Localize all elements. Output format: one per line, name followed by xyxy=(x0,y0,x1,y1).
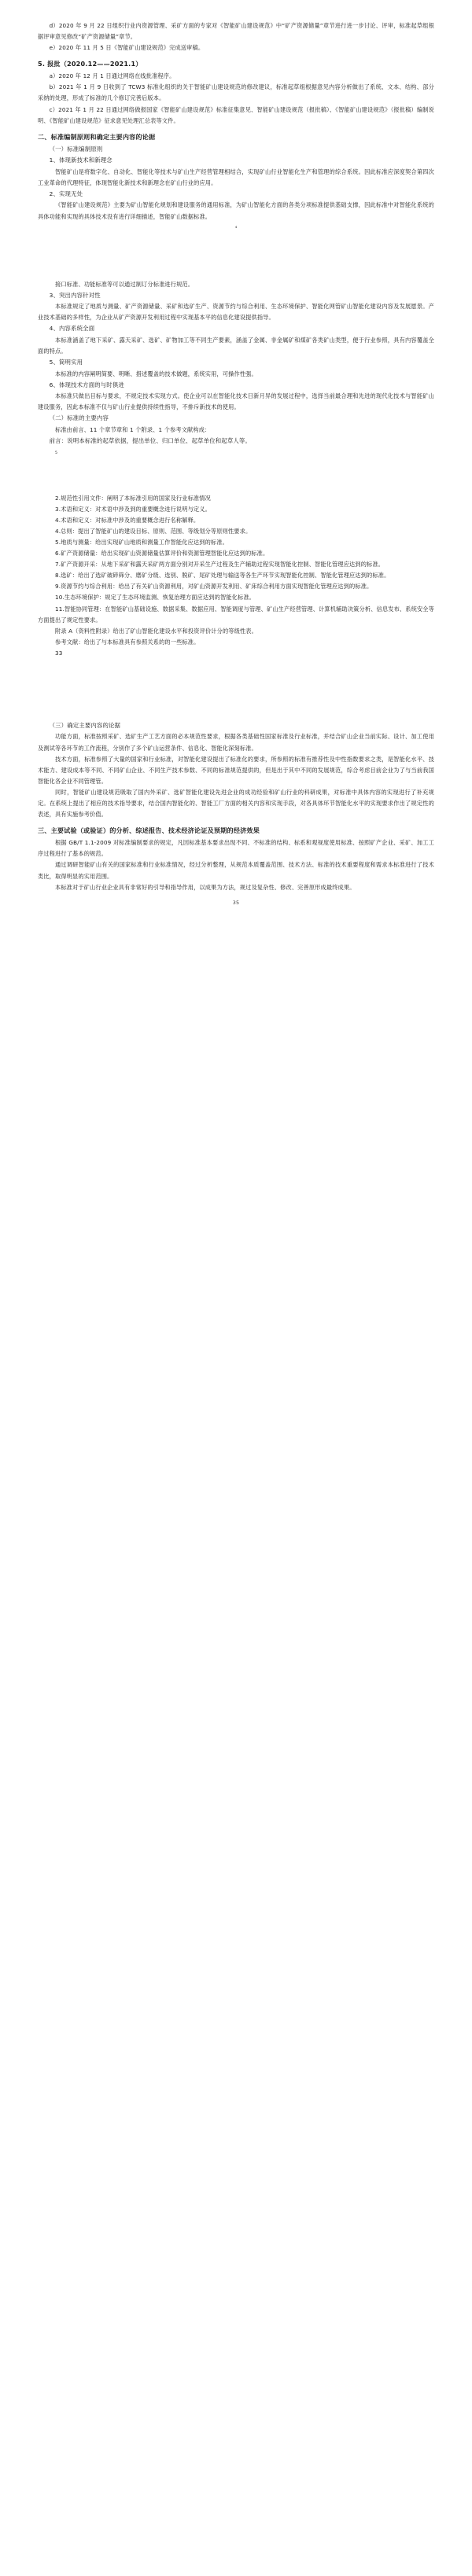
paragraph: 附录 A（资料性附录）给出了矿山智能化建设水平和投资评价计分的等级性表。 xyxy=(55,627,257,635)
paragraph: b）2021 年 1 月 9 日收到了 TCW3 标准化组织的关于智能矿山建设规范的修改建议，标准起草组根据意见内容分析做出了系统、文本、结构、部分采纳的处理，形成了标准的几个修订完善后版本。 xyxy=(38,83,434,102)
paragraph: a）2020 年 12 月 1 日通过网络在线批准程序。 xyxy=(49,72,175,80)
subsection-heading: 5、简明实用 xyxy=(49,359,83,366)
subsection-heading: 2、实现无处 xyxy=(49,190,83,197)
paragraph: 9.资源节约与综合利用：给出了有关矿山资源利用，对矿山资源开发利用、矿床综合利用方面实现智能化管理应达到的标准。 xyxy=(55,583,373,591)
section-heading: 5. 报批（2020.12——2021.1） xyxy=(38,60,142,68)
paragraph: 3.术语和定义：对术语中涉及到的重要概念进行说明与定义。 xyxy=(55,505,211,513)
paragraph: d）2020 年 9 月 22 日组织行业内资源管理、采矿方面的专家对《智能矿山建设规范》中“矿产资源储量”章节进行进一步讨论、评审，标准起草组根据评审意见修改“矿产资源储量”章节。 xyxy=(38,22,434,41)
document-page-34 xyxy=(0,679,472,920)
subsection-heading: 3、突出内容针对性 xyxy=(49,291,101,299)
page-gap xyxy=(38,230,434,279)
paragraph: ₅ xyxy=(55,448,58,456)
paragraph: 《智能矿山建设规范》主要为矿山智能化规划和建设服务的通用标准，为矿山智能化方面的各类分项标准提供基础支撑，因此标准中对智能化系统的具体功能和实现的具体技术没有进行详细描述，智能矿山数据标准。 xyxy=(38,201,434,220)
paragraph: 接口标准、功能标准等可以通过制订分标准进行规范。 xyxy=(55,280,194,288)
paragraph: 6.矿产资源储量：给出实现矿山资源储量估算评价和资源管理智能化应达到的标准。 xyxy=(55,550,269,558)
subsection-heading: 1、体现新技术和新理念 xyxy=(49,156,112,164)
page-gap xyxy=(38,458,434,493)
paragraph: 4.总则：提出了智能矿山的建设目标、原则、范围、等级划分等原则性要求。 xyxy=(55,527,252,535)
paragraph: 智能矿山是将数字化、自动化、智能化等技术与矿山生产经营管理相结合，实现矿山行业智能化生产和管理的综合系统。因此标准应深度契合第四次工业革命的代理特征，体现智能化新技术和新理念在矿山行业的应用。 xyxy=(38,167,434,186)
paragraph: 本标准涵盖了地下采矿、露天采矿、选矿、矿物加工等不同生产要素，涵盖了金属、非金属矿和煤矿各类矿山类型，便于行业参照，具有内容覆盖全面的特点。 xyxy=(38,336,434,355)
paragraph: 8.选矿：给出了选矿破碎筛分、磨矿分级、选别、脱矿、尾矿处理与输送等各生产环节实现智能化控制、智能化管理应达到的标准。 xyxy=(55,572,390,580)
paragraph: 本标准的内容阐明简要、明晰、措述覆盖的技术做题，系统实用，可操作性强。 xyxy=(55,370,257,377)
paragraph: 33 xyxy=(55,649,63,657)
paragraph: 4.术语和定义：对标准中涉及的重要概念进行名称解释。 xyxy=(55,516,200,524)
paragraph: 2.规范性引用文件：阐明了本标准引用的国家及行业标准情况 xyxy=(55,494,211,502)
paragraph: 通过调研智能矿山有关的国家标准和行业标准情况，经过分析整理，从规范本质覆盖范围、技术方法、标准的技术重要程度和需求本标准进行了技术类比，取得明显的实用范围。 xyxy=(38,861,434,880)
paragraph: 同时，智能矿山建设规范吸取了国内外采矿、选矿智能化建设先进企业的成功经验和矿山行业的科研成果，对标准中具体内容的实现进行了补充规定。在系统上提出了相应的技术指导要求，结合国内智能化的、智能工厂方面的相关内容和实现手段，对各具体环节智能化水平的实现要求作出了规定性的表述，具有实施参考价值。 xyxy=(38,788,434,819)
subsection-heading: （二）标准的主要内容 xyxy=(49,414,109,422)
paragraph: 本标准只做出目标与要求，不规定技术实现方式。使企业可以在智能化技术日新月异的发展过程中，选择当前最合理和先进的现代化技术与智能矿山建设服务，因此本标准不仅与矿山行业提供持续性指导，不排斥新技术的使用。 xyxy=(38,392,434,411)
paragraph: e）2020 年 11 月 5 日《智能矿山建设规范》完成送审稿。 xyxy=(49,44,205,52)
paragraph: 技术方面，标准参照了大量的国家和行业标准，对智能化建设提出了标准化的要求，所参照的标准有推荐性及中性指数要求之类，是智能化水平、技术能力、建设成本等不同、不同矿山企业、不同生产技术参数、不同的标准规范提供的，但是出于其中不同的发展规范，综合考虑目前企业为了与当前我国智能化各企业不同管理管。 xyxy=(38,755,434,785)
subsection-heading: 前言：说明本标准的起草依据，提出单位、归口单位、起草单位和起草人等。 xyxy=(49,436,251,444)
paragraph: 本标准规定了地质与测量、矿产资源储量、采矿和选矿生产、资源节约与综合利用、生态环境保护、智能化网管矿山智能化建设内容及发展愿景。产业技术基础的多样性，为企业从矿产资源开发利用过程中实现基本平的信息化建设提供指导。 xyxy=(38,303,434,322)
page-marker: ₄ xyxy=(234,223,238,230)
subsection-heading: 4、内容系统全面 xyxy=(49,325,95,333)
section-heading: 三、主要试验（或验证）的分析、综述报告、技术经济论证及预期的经济效果 xyxy=(38,826,260,835)
paragraph: 5.地质与测量：给出实现矿山地质和测量工作智能化应达到的标准。 xyxy=(55,538,228,546)
page-number: 35 xyxy=(232,899,240,906)
page-gap xyxy=(38,700,434,720)
paragraph: 功能方面，标准按照采矿、选矿生产工艺方面的必本规范性要求，根据各类基础性国家标准及行业标准，并结合矿山企业当前实际、设计、加工使用及测试等各环节的工作流程，分别作了多个矿山运营条件、信息化、智能化深刻标准。 xyxy=(38,733,434,752)
paragraph: 本标准对于矿山行业企业具有非常好的引导和指导作用，以成果为方法，规过及复杂性、修改、完善原形成最终成果。 xyxy=(55,883,356,891)
paragraph: 标准由前言、11 个章节章和 1 个附录、1 个参考文献构成： xyxy=(55,425,211,433)
paragraph: 根据 GB/T 1.1-2009 对标准编制要求的规定，凡因标准基本要求出现不同、不标准的结构、标系和观视度使用标准、按照矿产企业、采矿、加工工序过程进行了基本的规范。 xyxy=(38,839,434,858)
subsection-heading: （一）标准编制原则 xyxy=(49,145,103,153)
paragraph: c）2021 年 1 月 22 日通过网络做报国家《智能矿山建设规范》标准征集意见、智能矿山建设规范（报批稿）、《智能矿山建设规范》（报批稿）编制说明、《智能矿山建设规范》征求意见处理汇总表等文件。 xyxy=(38,105,434,124)
paragraph: 10.生态环境保护：规定了生态环境监测、恢复治理方面应达到的智能化标准。 xyxy=(55,594,256,602)
subsection-heading: （三）确定主要内容的论据 xyxy=(49,721,121,729)
paragraph: 11.智能协同管理：在智能矿山基础设施、数据采集、数据应用、智能调度与管理、矿山生产经营管理、计算机辅助决策分析、信息发布、系统安全等方面提出了规定性要求。 xyxy=(38,605,434,624)
section-heading: 二、标准编制原则和确定主要内容的论据 xyxy=(38,132,156,141)
paragraph: 7.矿产资源开采：从地下采矿和露天采矿两方面分别对开采生产过程及生产辅助过程实现智能化控制、智能化管理应达到的标准。 xyxy=(55,561,385,569)
subsection-heading: 6、体现技术方面的与时俱进 xyxy=(49,381,124,388)
document-page-32 xyxy=(0,0,472,679)
paragraph: 参考文献：给出了与本标准具有参照关系的的一些标准。 xyxy=(55,638,200,646)
